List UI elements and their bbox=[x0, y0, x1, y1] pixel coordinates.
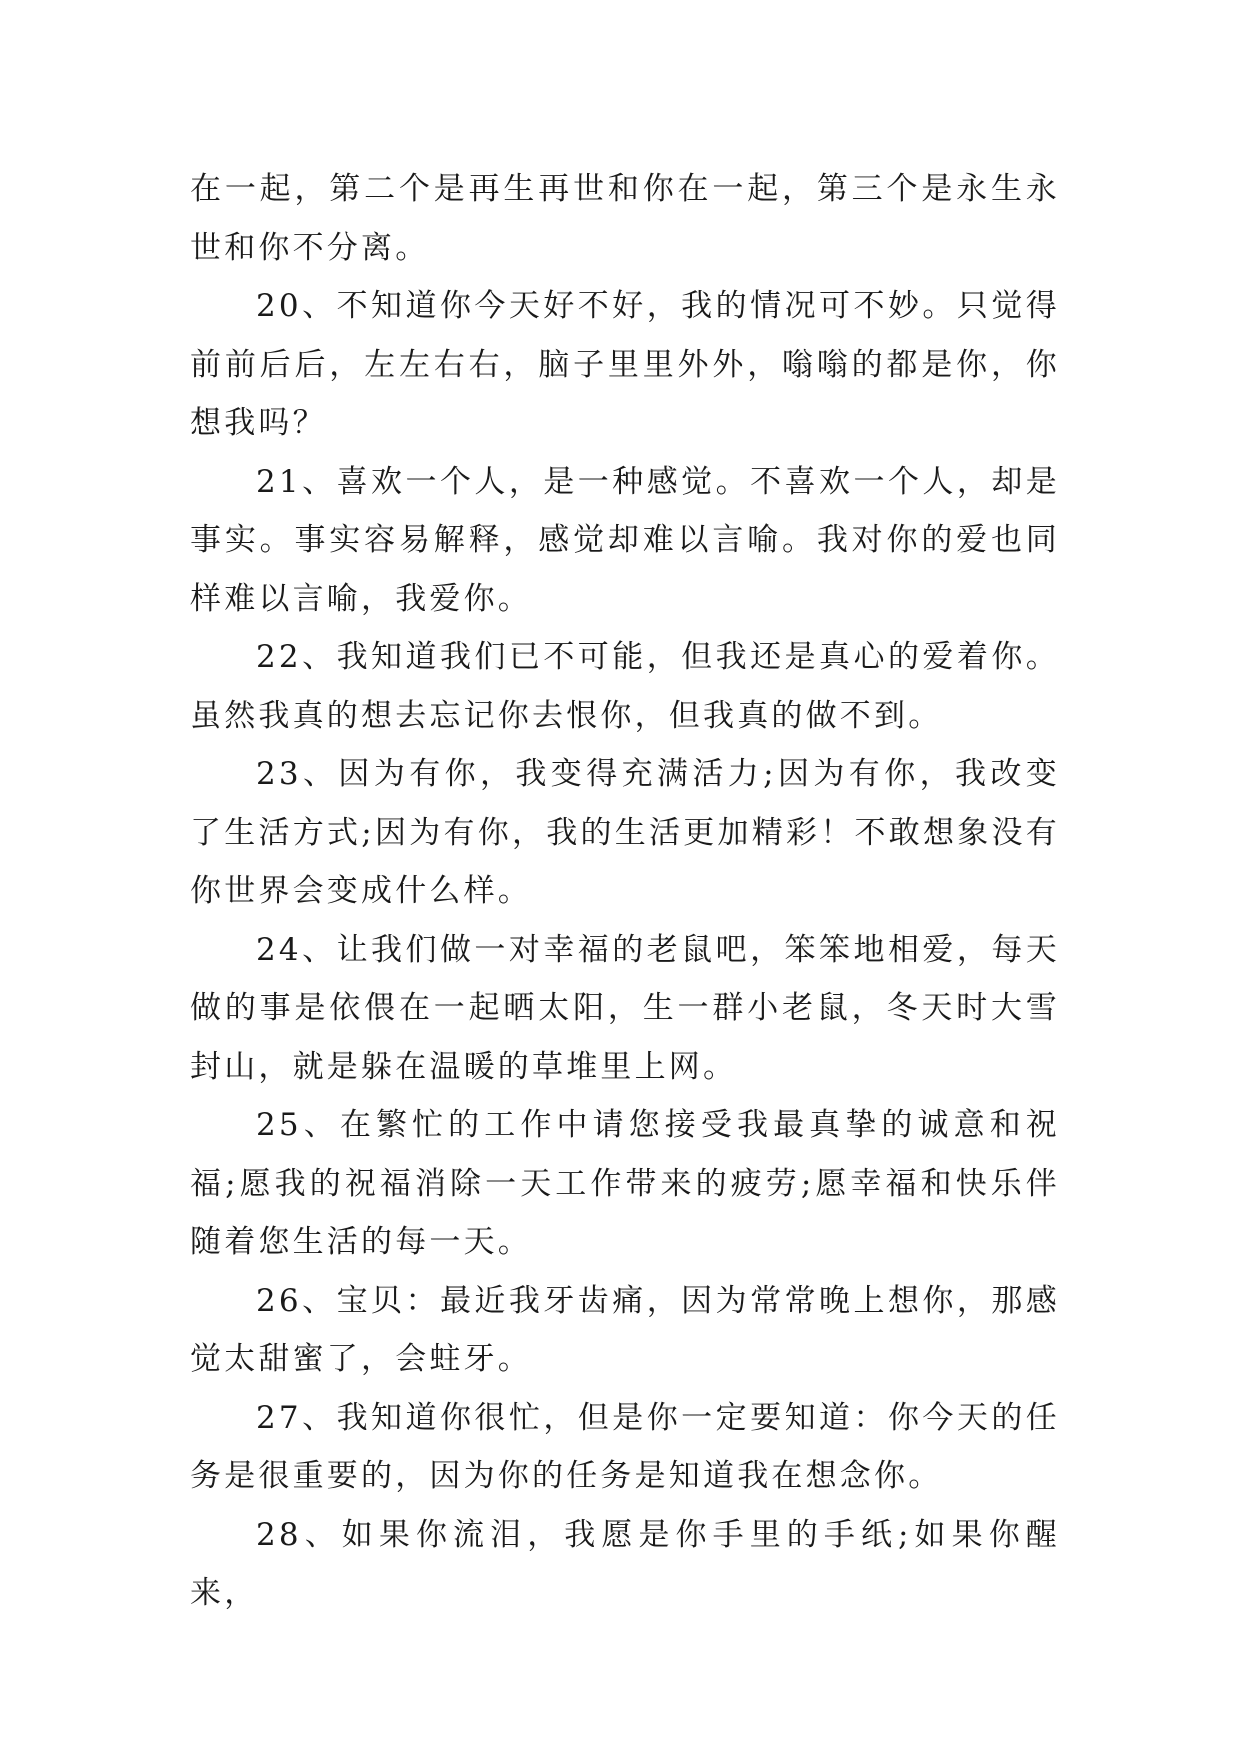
paragraph-item-22: 22、我知道我们已不可能，但我还是真心的爱着你。虽然我真的想去忘记你去恨你，但我真的做不到。 bbox=[190, 639, 1060, 734]
paragraph-continuation: 在一起，第二个是再生再世和你在一起，第三个是永生永世和你不分离。 bbox=[190, 171, 1060, 266]
paragraph-item-21: 21、喜欢一个人，是一种感觉。不喜欢一个人，却是事实。事实容易解释，感觉却难以言喻。我对你的爱也同样难以言喻，我爱你。 bbox=[190, 463, 1060, 617]
paragraph-item-26: 26、宝贝：最近我牙齿痛，因为常常晚上想你，那感觉太甜蜜了，会蛀牙。 bbox=[190, 1282, 1060, 1377]
paragraph-item-27: 27、我知道你很忙，但是你一定要知道：你今天的任务是很重要的，因为你的任务是知道我在想念你。 bbox=[190, 1399, 1060, 1494]
paragraph-item-24: 24、让我们做一对幸福的老鼠吧，笨笨地相爱，每天做的事是依偎在一起晒太阳，生一群小老鼠，冬天时大雪封山，就是躲在温暖的草堆里上网。 bbox=[190, 931, 1060, 1085]
paragraph-item-20: 20、不知道你今天好不好，我的情况可不妙。只觉得前前后后，左左右右，脑子里里外外，嗡嗡的都是你，你想我吗？ bbox=[190, 288, 1060, 441]
paragraph-item-23: 23、因为有你，我变得充满活力;因为有你，我改变了生活方式;因为有你，我的生活更加精彩！不敢想象没有你世界会变成什么样。 bbox=[190, 756, 1060, 909]
paragraph-item-28: 28、如果你流泪，我愿是你手里的手纸;如果你醒来， bbox=[190, 1516, 1060, 1611]
paragraph-item-25: 25、在繁忙的工作中请您接受我最真挚的诚意和祝福;愿我的祝福消除一天工作带来的疲劳;愿幸福和快乐伴随着您生活的每一天。 bbox=[190, 1107, 1060, 1260]
document-body bbox=[190, 160, 1060, 1623]
